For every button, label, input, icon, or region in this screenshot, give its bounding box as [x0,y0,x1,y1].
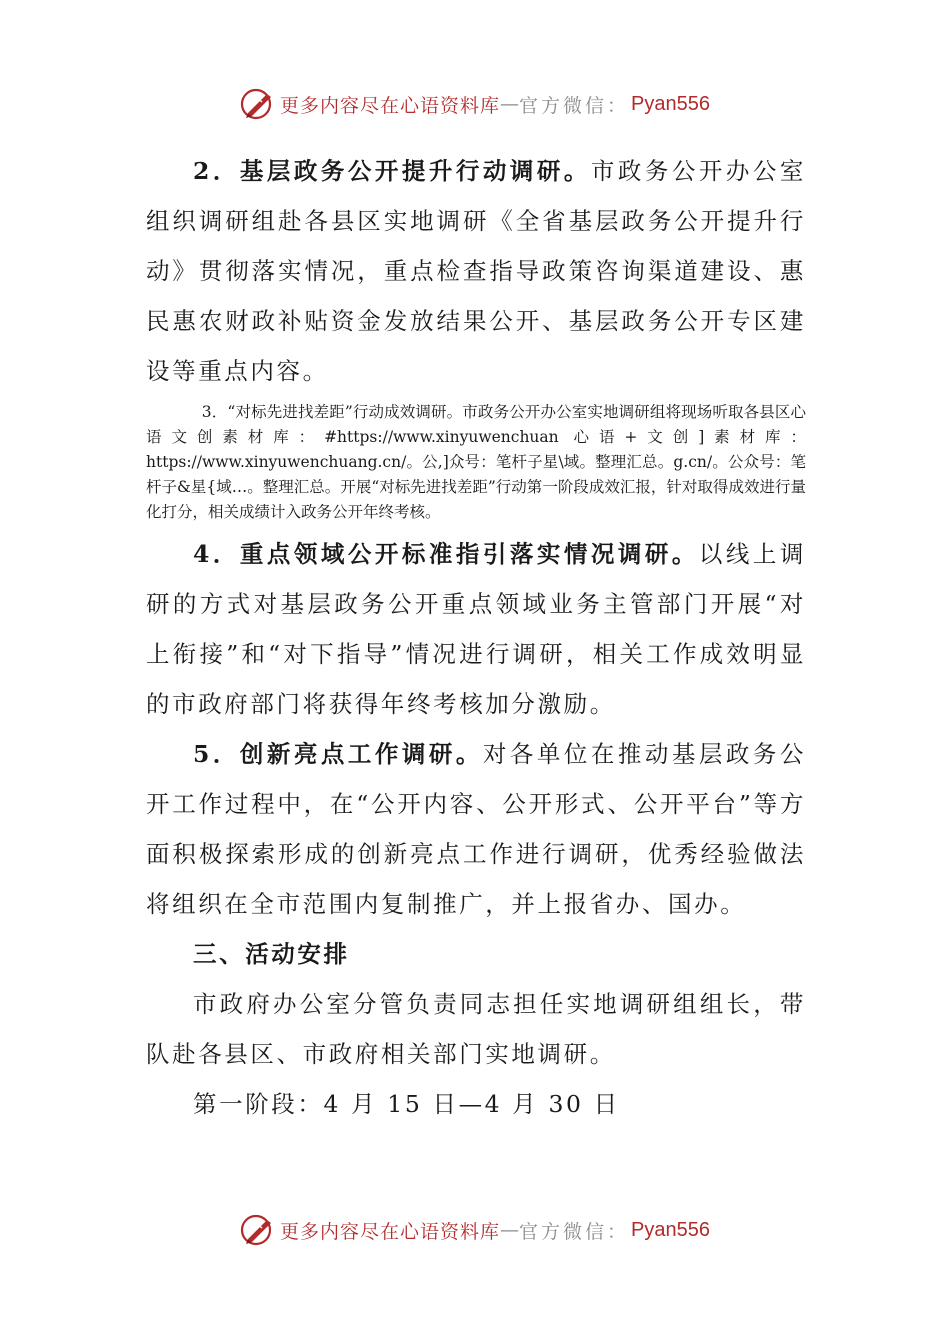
banner-wechat-id: Pyan556 [631,1218,710,1241]
pen-logo-icon [240,1212,276,1248]
banner-wechat-label: 官方微信： [519,94,630,117]
paragraph-item-3: 3．“对标先进找差距”行动成效调研。市政务公开办公室实地调研组将现场听取各县区心语文创素材库：#https://www.xinyuwenchuan 心语+文创]素材库：https://www.xinyuwenchuang.cn/。公,]众号：笔杆子星\域。整理汇总。g.cn/。公众号：笔杆子&星{域…。整理汇总。开展“对标先进找差距”行动第一阶段成效汇报，针对取得成效进行量化打分，相关成绩计入政务公开年终考核。 [146,403,806,521]
paragraph-item-4 [146,529,806,729]
item-2-body: 市政务公开办公室组织调研组赴各县区实地调研《全省基层政务公开提升行动》贯彻落实情况，重点检查指导政策咨询渠道建设、惠民惠农财政补贴资金发放结果公开、基层政务公开专区建设等重点内容。 [146,157,806,385]
footer-banner [0,1208,950,1252]
banner-separator: — [500,93,520,115]
section-heading-activity: 三、活动安排 [193,940,350,968]
header-banner [0,82,950,126]
item-4-body: 以线上调研的方式对基层政务公开重点领域业务主管部门开展“对上衔接”和“对下指导”情况进行调研，相关工作成效明显的市政府部门将获得年终考核加分激励。 [146,540,806,718]
document-body [146,146,806,1129]
pen-logo-icon [240,86,276,122]
banner-main-text: 更多内容尽在心语资料库 [280,94,501,117]
banner-wechat-id: Pyan556 [631,92,710,115]
banner-main-text: 更多内容尽在心语资料库 [280,1220,501,1243]
paragraph-activity: 市政府办公室分管负责同志担任实地调研组组长，带队赴各县区、市政府相关部门实地调研。 [146,990,806,1068]
item-5-body: 对各单位在推动基层政务公开工作过程中，在“公开内容、公开形式、公开平台”等方面积极探索形成的创新亮点工作进行调研，优秀经验做法将组织在全市范围内复制推广，并上报省办、国办。 [146,740,806,918]
item-2-title: 2．基层政务公开提升行动调研。 [193,157,591,185]
item-4-title: 4．重点领域公开标准指引落实情况调研。 [193,540,699,568]
paragraph-item-5 [146,729,806,929]
paragraph-stage-1: 第一阶段：4 月 15 日—4 月 30 日 [193,1090,620,1118]
paragraph-item-2 [146,146,806,396]
item-5-title: 5．创新亮点工作调研。 [193,740,483,768]
banner-wechat-label: 官方微信： [519,1220,630,1243]
banner-separator: — [500,1219,520,1241]
